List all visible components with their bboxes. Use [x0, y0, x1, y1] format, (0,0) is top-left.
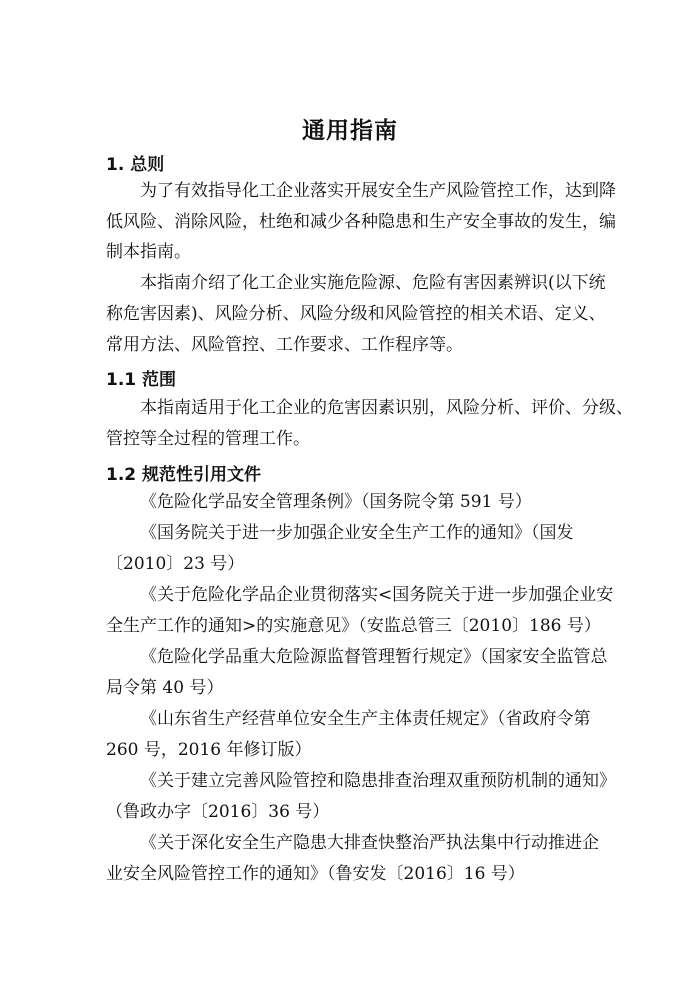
section-1-2-heading: 1.2 规范性引用文件	[106, 465, 262, 485]
document-title: 通用指南	[302, 118, 398, 144]
paragraph-line: 管控等全过程的管理工作。	[106, 429, 310, 449]
reference-line: 《关于危险化学品企业贯彻落实<国务院关于进一步加强企业安	[140, 585, 614, 605]
paragraph-line: 本指南介绍了化工企业实施危险源、危险有害因素辨识(以下统	[140, 273, 606, 293]
reference-line: 〔2010〕23 号）	[106, 554, 245, 574]
reference-line: 260 号，2016 年修订版）	[106, 740, 312, 760]
section-1-heading: 1. 总则	[106, 155, 165, 175]
reference-line: 局令第 40 号）	[106, 678, 224, 698]
reference-line: 全生产工作的通知>的实施意见》（安监总管三〔2010〕186 号）	[106, 616, 601, 636]
paragraph-line: 制本指南。	[106, 242, 191, 262]
paragraph-line: 本指南适用于化工企业的危害因素识别，风险分析、评价、分级、	[140, 398, 633, 418]
paragraph-line: 为了有效指导化工企业落实开展安全生产风险管控工作，达到降	[140, 181, 616, 201]
section-1-1-heading: 1.1 范围	[106, 370, 177, 390]
paragraph-line: 低风险、消除风险，杜绝和减少各种隐患和生产安全事故的发生，编	[106, 212, 616, 232]
reference-line: 《关于建立完善风险管控和隐患排查治理双重预防机制的通知》	[140, 771, 616, 791]
paragraph-line: 称危害因素)、风险分析、风险分级和风险管控的相关术语、定义、	[106, 304, 606, 324]
reference-line: 《国务院关于进一步加强企业安全生产工作的通知》（国发	[140, 523, 574, 543]
reference-line: 《危险化学品重大危险源监督管理暂行规定》（国家安全监管总	[140, 647, 608, 667]
paragraph-line: 常用方法、风险管控、工作要求、工作程序等。	[106, 335, 463, 355]
reference-line: （鲁政办字〔2016〕36 号）	[106, 802, 330, 822]
reference-line: 《关于深化安全生产隐患大排查快整治严执法集中行动推进企	[140, 833, 599, 853]
reference-line: 《山东省生产经营单位安全生产主体责任规定》（省政府令第	[140, 709, 591, 729]
reference-line: 《危险化学品安全管理条例》（国务院令第 591 号）	[140, 492, 532, 512]
reference-line: 业安全风险管控工作的通知》（鲁安发〔2016〕16 号）	[106, 864, 525, 884]
